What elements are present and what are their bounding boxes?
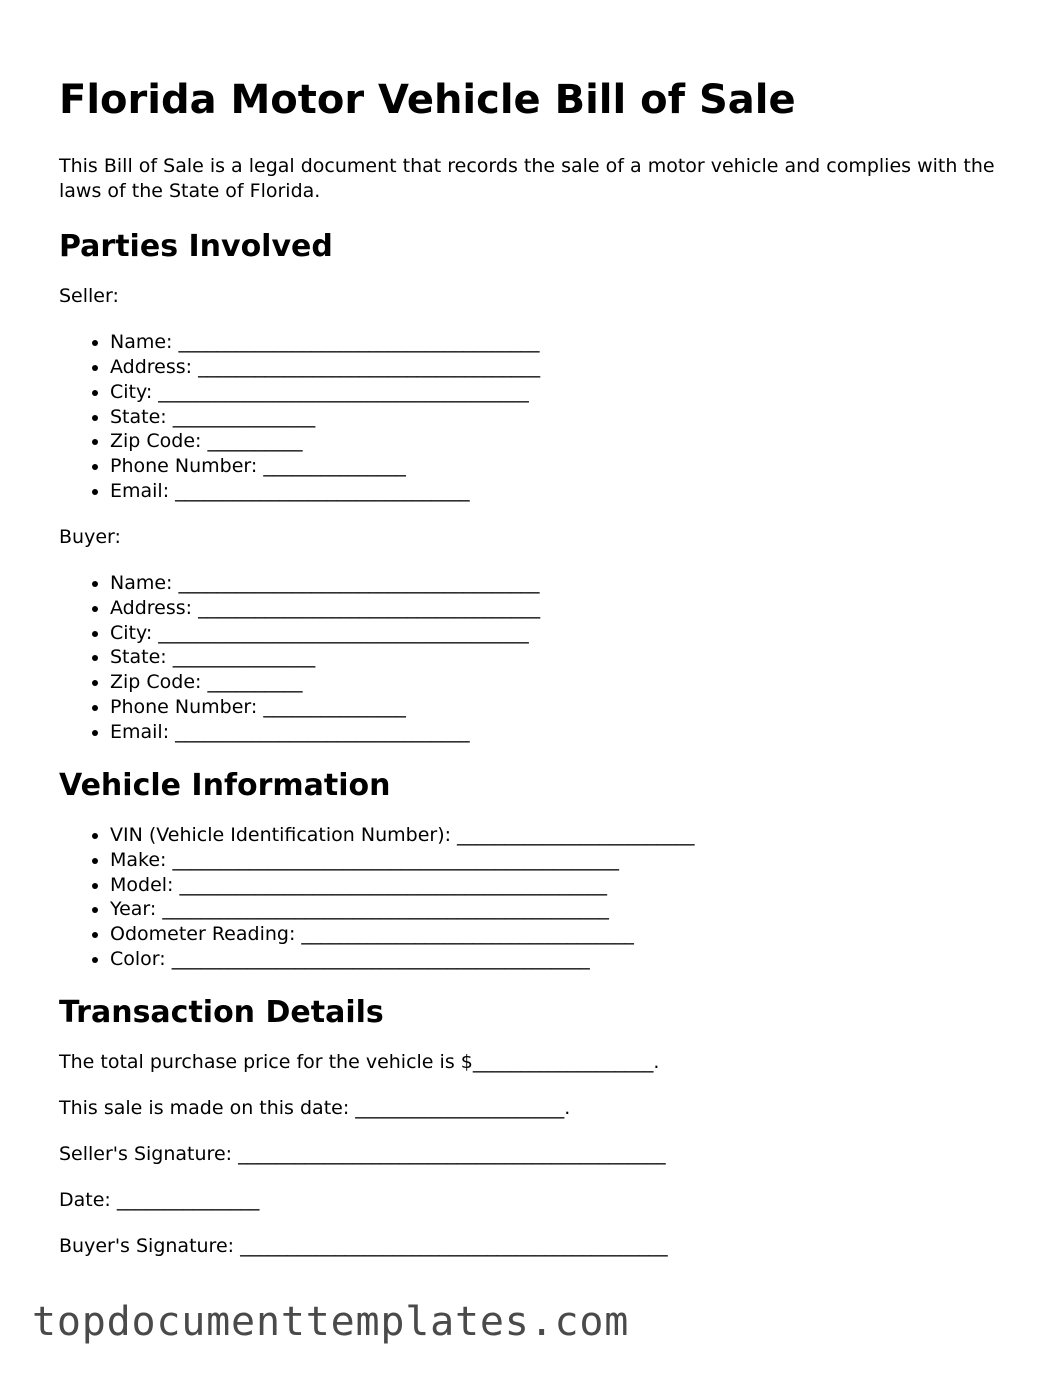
- seller-zip-field: • Zip Code: __________: [110, 429, 1009, 454]
- buyer-address-field: • Address: ____________________________________: [110, 596, 1009, 621]
- vehicle-make-field: • Make: _______________________________________________: [110, 848, 1009, 873]
- purchase-price-line: The total purchase price for the vehicle is $___________________.: [59, 1050, 660, 1073]
- vehicle-model-field: • Model: _____________________________________________: [110, 873, 1009, 898]
- seller-state-field: • State: _______________: [110, 405, 1009, 430]
- buyer-email-field: • Email: _______________________________: [110, 720, 1009, 745]
- vehicle-color-field: • Color: ____________________________________________: [110, 947, 1009, 972]
- buyer-signature-line: Buyer's Signature: _____________________________________________: [59, 1234, 668, 1257]
- seller-label: Seller:: [59, 285, 119, 307]
- buyer-zip-field: • Zip Code: __________: [110, 670, 1009, 695]
- transaction-heading: Transaction Details: [59, 994, 384, 1030]
- seller-fields-list: [59, 330, 1009, 504]
- vehicle-fields-list: [59, 823, 1009, 972]
- intro-paragraph: This Bill of Sale is a legal document that records the sale of a motor vehicle and complies with the laws of the State of Florida.: [59, 155, 995, 202]
- seller-city-field: • City: _______________________________________: [110, 380, 1009, 405]
- buyer-label: Buyer:: [59, 525, 121, 548]
- vehicle-year-field: • Year: _______________________________________________: [110, 897, 1009, 922]
- sale-date-line: This sale is made on this date: ______________________.: [59, 1096, 571, 1119]
- seller-phone-field: • Phone Number: _______________: [110, 454, 1009, 479]
- site-watermark: topdocumenttemplates.com: [32, 1299, 630, 1345]
- parties-heading: Parties Involved: [59, 229, 333, 264]
- seller-name-field: • Name: ______________________________________: [110, 330, 1009, 355]
- seller-email-field: • Email: _______________________________: [110, 479, 1009, 504]
- vehicle-odometer-field: • Odometer Reading: ___________________________________: [110, 922, 1009, 947]
- buyer-state-field: • State: _______________: [110, 645, 1009, 670]
- vehicle-heading: Vehicle Information: [59, 767, 391, 803]
- seller-signature-line: Seller's Signature: _____________________________________________: [59, 1142, 666, 1165]
- buyer-fields-list: [59, 571, 1009, 745]
- buyer-phone-field: • Phone Number: _______________: [110, 695, 1009, 720]
- bill-of-sale-document: [59, 74, 1009, 1280]
- buyer-name-field: • Name: ______________________________________: [110, 571, 1009, 596]
- document-title: Florida Motor Vehicle Bill of Sale: [59, 77, 796, 123]
- seller-address-field: • Address: ____________________________________: [110, 355, 1009, 380]
- signature-date-line: Date: _______________: [59, 1188, 260, 1211]
- buyer-city-field: • City: _______________________________________: [110, 621, 1009, 646]
- vehicle-vin-field: • VIN (Vehicle Identification Number): _________________________: [110, 823, 1009, 848]
